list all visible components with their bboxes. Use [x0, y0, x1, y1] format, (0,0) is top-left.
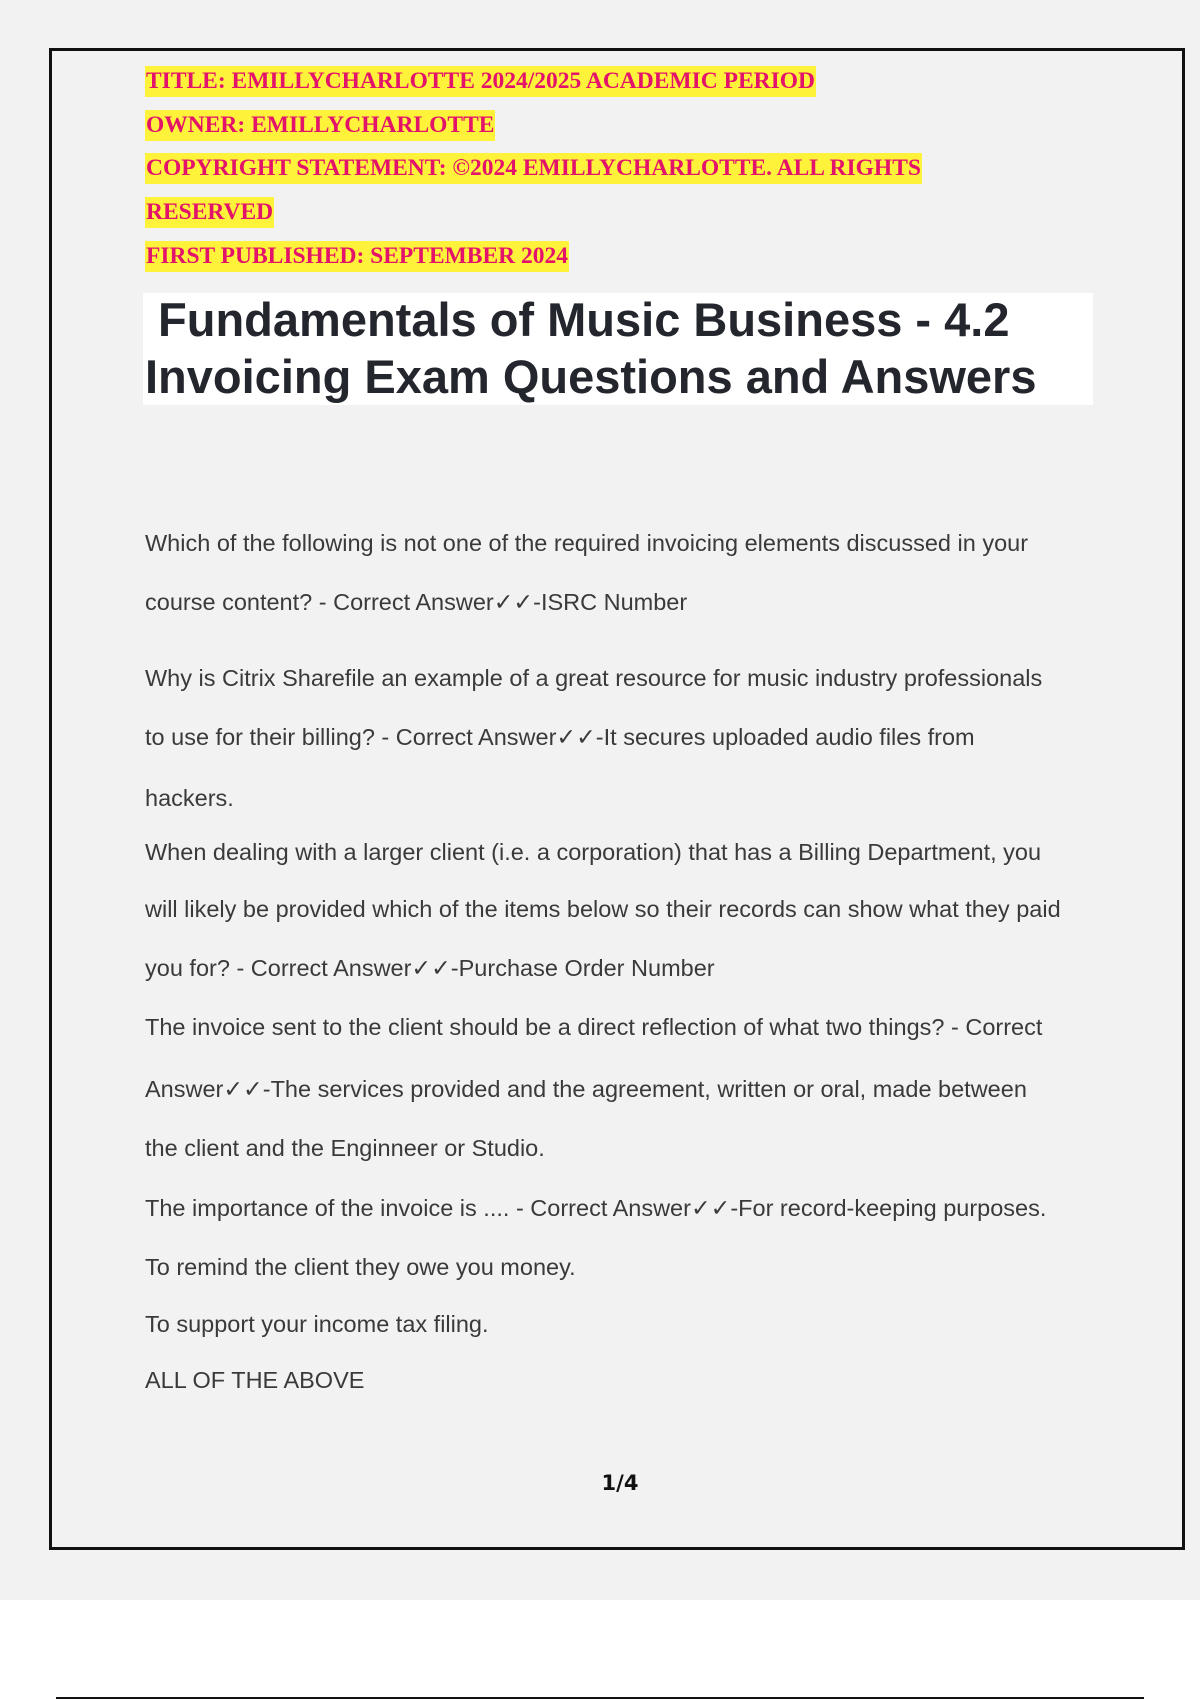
qa-line: Why is Citrix Sharefile an example of a great resource for music industry professionals: [145, 665, 1043, 691]
meta-owner-line: OWNER: EMILLYCHARLOTTE: [145, 114, 495, 138]
qa-line: Which of the following is not one of the required invoicing elements discussed in your: [145, 530, 1029, 556]
meta-copyright-line-continued: RESERVED: [145, 201, 274, 225]
meta-copyright-line: COPYRIGHT STATEMENT: ©2024 EMILLYCHARLOTTE. ALL RIGHTS: [145, 157, 922, 181]
qa-line: The importance of the invoice is .... - Correct Answer✓✓-For record-keeping purposes.: [145, 1195, 1047, 1221]
meta-title-line: TITLE: EMILLYCHARLOTTE 2024/2025 ACADEMIC PERIOD: [145, 70, 816, 94]
page-number: 1/4: [601, 1471, 639, 1495]
qa-line: you for? - Correct Answer✓✓-Purchase Order Number: [145, 955, 715, 981]
meta-published-line: FIRST PUBLISHED: SEPTEMBER 2024: [145, 245, 569, 269]
qa-line: hackers.: [145, 785, 234, 811]
document-title-line-1: Fundamentals of Music Business - 4.2: [145, 293, 1010, 346]
qa-line: to use for their billing? - Correct Answer✓✓-It secures uploaded audio files from: [145, 724, 975, 750]
qa-line: Answer✓✓-The services provided and the agreement, written or oral, made between: [145, 1076, 1027, 1102]
bottom-divider: [56, 1697, 1144, 1699]
qa-line: When dealing with a larger client (i.e. a corporation) that has a Billing Department, you: [145, 839, 1042, 865]
document-title: [145, 291, 1037, 405]
document-title-line-2: Invoicing Exam Questions and Answers: [145, 350, 1037, 403]
qa-line: course content? - Correct Answer✓✓-ISRC Number: [145, 589, 688, 615]
qa-line: To remind the client they owe you money.: [145, 1254, 576, 1280]
qa-line: will likely be provided which of the items below so their records can show what they paid: [145, 896, 1061, 922]
qa-line: The invoice sent to the client should be a direct reflection of what two things? - Correct: [145, 1014, 1043, 1040]
qa-line: the client and the Enginneer or Studio.: [145, 1135, 545, 1161]
qa-line: To support your income tax filing.: [145, 1311, 489, 1337]
qa-line: ALL OF THE ABOVE: [145, 1367, 365, 1393]
